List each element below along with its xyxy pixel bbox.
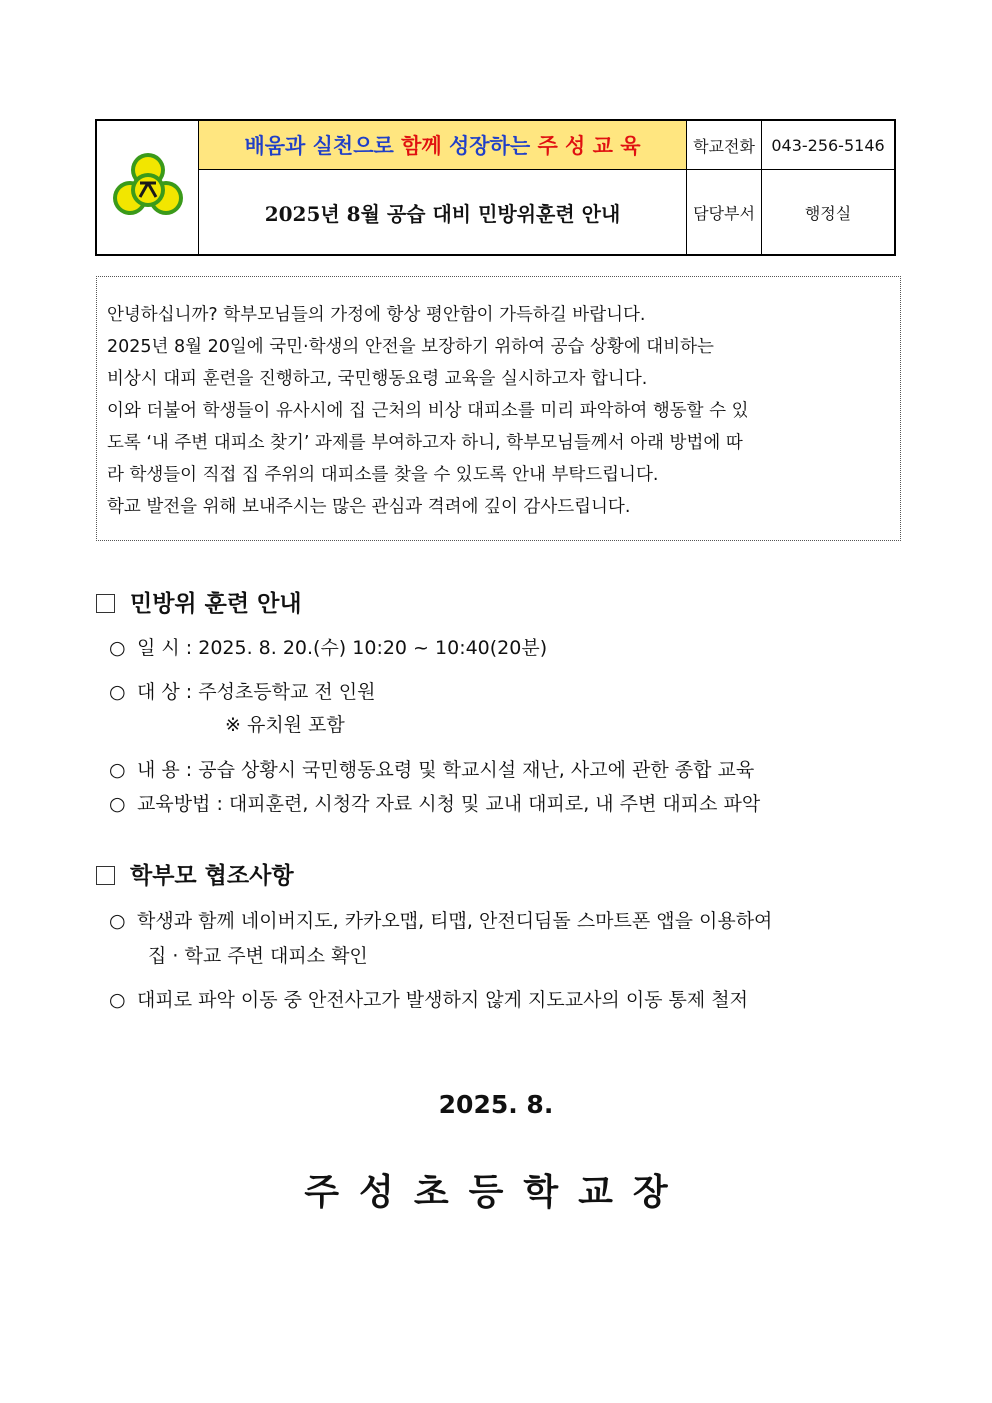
list-item	[109, 755, 754, 782]
sub-note: ※ 유치원 포함	[225, 714, 345, 736]
list-item	[109, 789, 760, 816]
bullet-icon: ○	[109, 989, 126, 1011]
dept-label: 담당부서	[687, 170, 762, 256]
item-text: 대피로 파악 이동 중 안전사고가 발생하지 않게 지도교사의 이동 통제 철저	[137, 989, 749, 1011]
section-heading-training	[96, 585, 302, 618]
slogan	[199, 120, 687, 170]
item-text: 대 상 : 주성초등학교 전 인원	[137, 681, 376, 703]
bullet-icon: ○	[109, 759, 126, 781]
section-heading-text: 민방위 훈련 안내	[130, 590, 302, 617]
intro-line: 학교 발전을 위해 보내주시는 많은 관심과 격려에 깊이 감사드립니다.	[107, 497, 631, 517]
checkbox-square-icon	[96, 594, 115, 613]
issue-date: 2025. 8.	[438, 1090, 554, 1119]
item-text: 학생과 함께 네이버지도, 카카오맵, 티맵, 안전디딤돌 스마트폰 앱을 이용하여	[137, 910, 773, 932]
slogan-part: 함께	[401, 134, 449, 158]
intro-line: 안녕하십니까? 학부모님들의 가정에 항상 평안함이 가득하길 바랍니다.	[107, 305, 646, 325]
intro-box	[96, 276, 901, 541]
phone-value: 043-256-5146	[762, 120, 896, 170]
school-emblem-icon	[109, 150, 187, 222]
school-logo	[96, 120, 199, 255]
intro-line: 라 학생들이 직접 집 주위의 대피소를 찾을 수 있도록 안내 부탁드립니다.	[107, 465, 659, 485]
slogan-part: 주 성 교 육	[537, 134, 641, 158]
list-item	[109, 985, 748, 1012]
section-heading-text: 학부모 협조사항	[130, 862, 294, 889]
list-item	[109, 677, 376, 704]
bullet-icon: ○	[109, 637, 126, 659]
intro-line: 이와 더불어 학생들이 유사시에 집 근처의 비상 대피소를 미리 파악하여 행동할 수 있	[107, 401, 749, 421]
dept-value: 행정실	[762, 170, 896, 256]
bullet-icon: ○	[109, 910, 126, 932]
intro-line: 2025년 8월 20일에 국민·학생의 안전을 보장하기 위하여 공습 상황에 대비하는	[107, 337, 714, 357]
intro-line: 도록 ‘내 주변 대피소 찾기’ 과제를 부여하고자 하니, 학부모님들께서 아래 방법에 따	[107, 433, 743, 453]
bullet-icon: ○	[109, 681, 126, 703]
list-item	[109, 906, 772, 933]
signer-name: 주성초등학교장	[304, 1172, 688, 1213]
checkbox-square-icon	[96, 866, 115, 885]
item-continuation: 집 · 학교 주변 대피소 확인	[148, 945, 368, 967]
item-text: 내 용 : 공습 상황시 국민행동요령 및 학교시설 재난, 사고에 관한 종합 교육	[137, 759, 755, 781]
item-text: 교육방법 : 대피훈련, 시청각 자료 시청 및 교내 대피로, 내 주변 대피소 파악	[137, 793, 761, 815]
phone-label: 학교전화	[687, 120, 762, 170]
slogan-part: 배움과 실천으로	[244, 134, 402, 158]
bullet-icon: ○	[109, 793, 126, 815]
item-text: 일 시 : 2025. 8. 20.(수) 10:20 ~ 10:40(20분)	[137, 637, 548, 659]
section-heading-parents	[96, 857, 294, 890]
intro-line: 비상시 대피 훈련을 진행하고, 국민행동요령 교육을 실시하고자 합니다.	[107, 369, 648, 389]
header-table	[95, 119, 896, 256]
document-title: 2025년 8월 공습 대비 민방위훈련 안내	[199, 170, 687, 256]
list-item	[109, 633, 547, 660]
slogan-part: 성장하는	[448, 134, 538, 158]
